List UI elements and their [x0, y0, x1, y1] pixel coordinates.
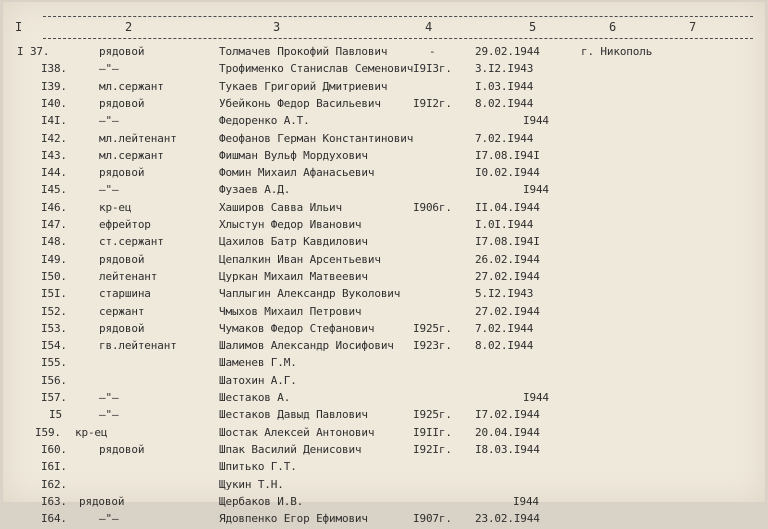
- top-dashed-rule: [43, 16, 753, 17]
- full-name: Федоренко А.Т.: [219, 114, 310, 128]
- death-date: II.04.I944: [475, 200, 540, 214]
- table-row: [3, 339, 765, 356]
- table-row: [3, 97, 765, 114]
- column-header: 7: [689, 20, 697, 34]
- full-name: Трофименко Станислав Семенович: [219, 62, 414, 76]
- row-number: I63.: [41, 494, 67, 508]
- rank: рядовой: [79, 494, 125, 508]
- rank: рядовой: [99, 321, 145, 335]
- table-row: [3, 201, 765, 218]
- row-number: I55.: [41, 356, 67, 370]
- table-row: [3, 183, 765, 200]
- death-date: 27.02.I944: [475, 269, 540, 283]
- birth-year: I925г.: [413, 408, 452, 422]
- death-date: I7.08.I94I: [475, 148, 540, 162]
- table-row: [3, 443, 765, 460]
- rank: –"–: [99, 183, 119, 197]
- document-page: [3, 2, 765, 526]
- full-name: Шпитько Г.Т.: [219, 460, 297, 474]
- table-row: [3, 235, 765, 252]
- row-number: I44.: [41, 166, 67, 180]
- table-row: [3, 391, 765, 408]
- full-name: Цепалкин Иван Арсентьевич: [219, 252, 381, 266]
- row-number: I40.: [41, 96, 67, 110]
- full-name: Фомин Михаил Афанасьевич: [219, 166, 375, 180]
- rank: –"–: [99, 512, 119, 526]
- row-number: I4I.: [41, 114, 67, 128]
- death-date: I944: [523, 183, 549, 197]
- death-date: I944: [523, 114, 549, 128]
- row-number: I56.: [41, 373, 67, 387]
- table-row: [3, 426, 765, 443]
- row-number: I43.: [41, 148, 67, 162]
- death-date: I944: [523, 391, 549, 404]
- death-date: 3.I2.I943: [475, 62, 534, 76]
- full-name: Фишман Вульф Мордухович: [219, 148, 368, 162]
- death-date: I.03.I944: [475, 79, 534, 93]
- death-date: 27.02.I944: [475, 304, 540, 318]
- full-name: Хаширов Савва Ильич: [219, 200, 342, 214]
- table-row: [3, 305, 765, 322]
- table-row: [3, 287, 765, 304]
- table-row: [3, 512, 765, 529]
- birth-year: I923г.: [413, 339, 452, 353]
- rank: –"–: [99, 62, 119, 76]
- death-date: 20.04.I944: [475, 425, 540, 439]
- full-name: Чмыхов Михаил Петрович: [219, 304, 362, 318]
- rank: рядовой: [99, 442, 145, 456]
- full-name: Чаплыгин Александр Вуколович: [219, 287, 401, 301]
- death-date: 5.I2.I943: [475, 287, 534, 301]
- full-name: Фузаев А.Д.: [219, 183, 291, 197]
- birth-year: I907г.: [413, 512, 452, 526]
- rank: кр-ец: [75, 425, 108, 439]
- row-number: I47.: [41, 218, 67, 231]
- column-header: 4: [425, 20, 433, 34]
- row-number: I 37.: [17, 45, 50, 58]
- row-number: I54.: [41, 339, 67, 353]
- table-row: [3, 478, 765, 495]
- full-name: Ядовпенко Егор Ефимович: [219, 512, 368, 526]
- birth-year: I906г.: [413, 200, 452, 214]
- rank: рядовой: [99, 96, 145, 110]
- row-number: I50.: [41, 269, 67, 283]
- table-row: [3, 356, 765, 373]
- death-date: 7.02.I944: [475, 131, 534, 145]
- row-number: I6I.: [41, 460, 67, 474]
- rank: –"–: [99, 114, 119, 128]
- table-row: [3, 166, 765, 183]
- burial-place: г. Никополь: [581, 45, 653, 58]
- full-name: Шестаков Давыд Павлович: [219, 408, 368, 422]
- row-number: I46.: [41, 200, 67, 214]
- full-name: Шатохин А.Г.: [219, 373, 297, 387]
- row-number: I48.: [41, 235, 67, 249]
- full-name: Цуркан Михаил Матвеевич: [219, 269, 368, 283]
- birth-year: I9I2г.: [413, 96, 452, 110]
- death-date: I8.03.I944: [475, 442, 540, 456]
- rank: рядовой: [99, 45, 145, 58]
- table-row: [3, 45, 765, 62]
- table-row: [3, 80, 765, 97]
- column-header: 2: [125, 20, 133, 34]
- table-row: [3, 374, 765, 391]
- row-number: I42.: [41, 131, 67, 145]
- rank: ст.сержант: [99, 235, 164, 249]
- rank: сержант: [99, 304, 145, 318]
- rank: лейтенант: [99, 269, 158, 283]
- full-name: Шаменев Г.М.: [219, 356, 297, 370]
- birth-year: I92Iг.: [413, 442, 452, 456]
- rank: старшина: [99, 287, 151, 301]
- table-row: [3, 253, 765, 270]
- row-number: I53.: [41, 321, 67, 335]
- rank: мл.лейтенант: [99, 131, 177, 145]
- header-dashed-rule: [43, 38, 753, 39]
- full-name: Шпак Василий Денисович: [219, 442, 362, 456]
- full-name: Убейконь Федор Васильевич: [219, 96, 381, 110]
- row-number: I49.: [41, 252, 67, 266]
- birth-year: I9I3г.: [413, 62, 452, 76]
- full-name: Чумаков Федор Стефанович: [219, 321, 375, 335]
- death-date: I7.08.I94I: [475, 235, 540, 249]
- table-row: [3, 322, 765, 339]
- rank: рядовой: [99, 252, 145, 266]
- full-name: Щукин Т.Н.: [219, 477, 284, 491]
- full-name: Цахилов Батр Кавдилович: [219, 235, 368, 249]
- row-number: I45.: [41, 183, 67, 197]
- row-number: I5: [49, 408, 62, 422]
- column-header: 6: [609, 20, 617, 34]
- death-date: I7.02.I944: [475, 408, 540, 422]
- row-number: I5I.: [41, 287, 67, 301]
- table-row: [3, 408, 765, 425]
- death-date: 26.02.I944: [475, 252, 540, 266]
- rank: –"–: [99, 408, 119, 422]
- row-number: I64.: [41, 512, 67, 526]
- full-name: Феофанов Герман Константинович: [219, 131, 414, 145]
- death-date: 29.02.1944: [475, 45, 540, 58]
- row-number: I39.: [41, 79, 67, 93]
- table-row: [3, 114, 765, 131]
- full-name: Шестаков А.: [219, 391, 291, 404]
- table-row: [3, 270, 765, 287]
- full-name: Шостак Алексей Антонович: [219, 425, 375, 439]
- rank: мл.сержант: [99, 148, 164, 162]
- birth-year: I925г.: [413, 321, 452, 335]
- birth-year: -: [429, 45, 436, 58]
- rank: гв.лейтенант: [99, 339, 177, 353]
- row-number: I62.: [41, 477, 67, 491]
- rank: кр-ец: [99, 200, 132, 214]
- table-row: [3, 460, 765, 477]
- death-date: I.0I.I944: [475, 218, 534, 231]
- table-row: [3, 218, 765, 235]
- column-header: 3: [273, 20, 281, 34]
- rank: рядовой: [99, 166, 145, 180]
- full-name: Шалимов Александр Иосифович: [219, 339, 394, 353]
- table-row: [3, 132, 765, 149]
- row-number: I57.: [41, 391, 67, 404]
- rank: –"–: [99, 391, 119, 404]
- row-number: I59.: [35, 425, 61, 439]
- row-number: I60.: [41, 442, 67, 456]
- full-name: Щербаков И.В.: [219, 494, 304, 508]
- death-date: 23.02.I944: [475, 512, 540, 526]
- full-name: Хлыстун Федор Иванович: [219, 218, 362, 231]
- table-row: [3, 495, 765, 512]
- row-number: I38.: [41, 62, 67, 76]
- rank: мл.сержант: [99, 79, 164, 93]
- death-date: I0.02.I944: [475, 166, 540, 180]
- column-header: 5: [529, 20, 537, 34]
- death-date: I944: [513, 494, 539, 508]
- birth-year: I9IIг.: [413, 425, 452, 439]
- table-row: [3, 149, 765, 166]
- column-header: I: [15, 20, 23, 34]
- full-name: Толмачев Прокофий Павлович: [219, 45, 388, 58]
- table-row: [3, 62, 765, 79]
- full-name: Тукаев Григорий Дмитриевич: [219, 79, 388, 93]
- row-number: I52.: [41, 304, 67, 318]
- death-date: 8.02.I944: [475, 96, 534, 110]
- rank: ефрейтор: [99, 218, 151, 231]
- death-date: 8.02.I944: [475, 339, 534, 353]
- death-date: 7.02.I944: [475, 321, 534, 335]
